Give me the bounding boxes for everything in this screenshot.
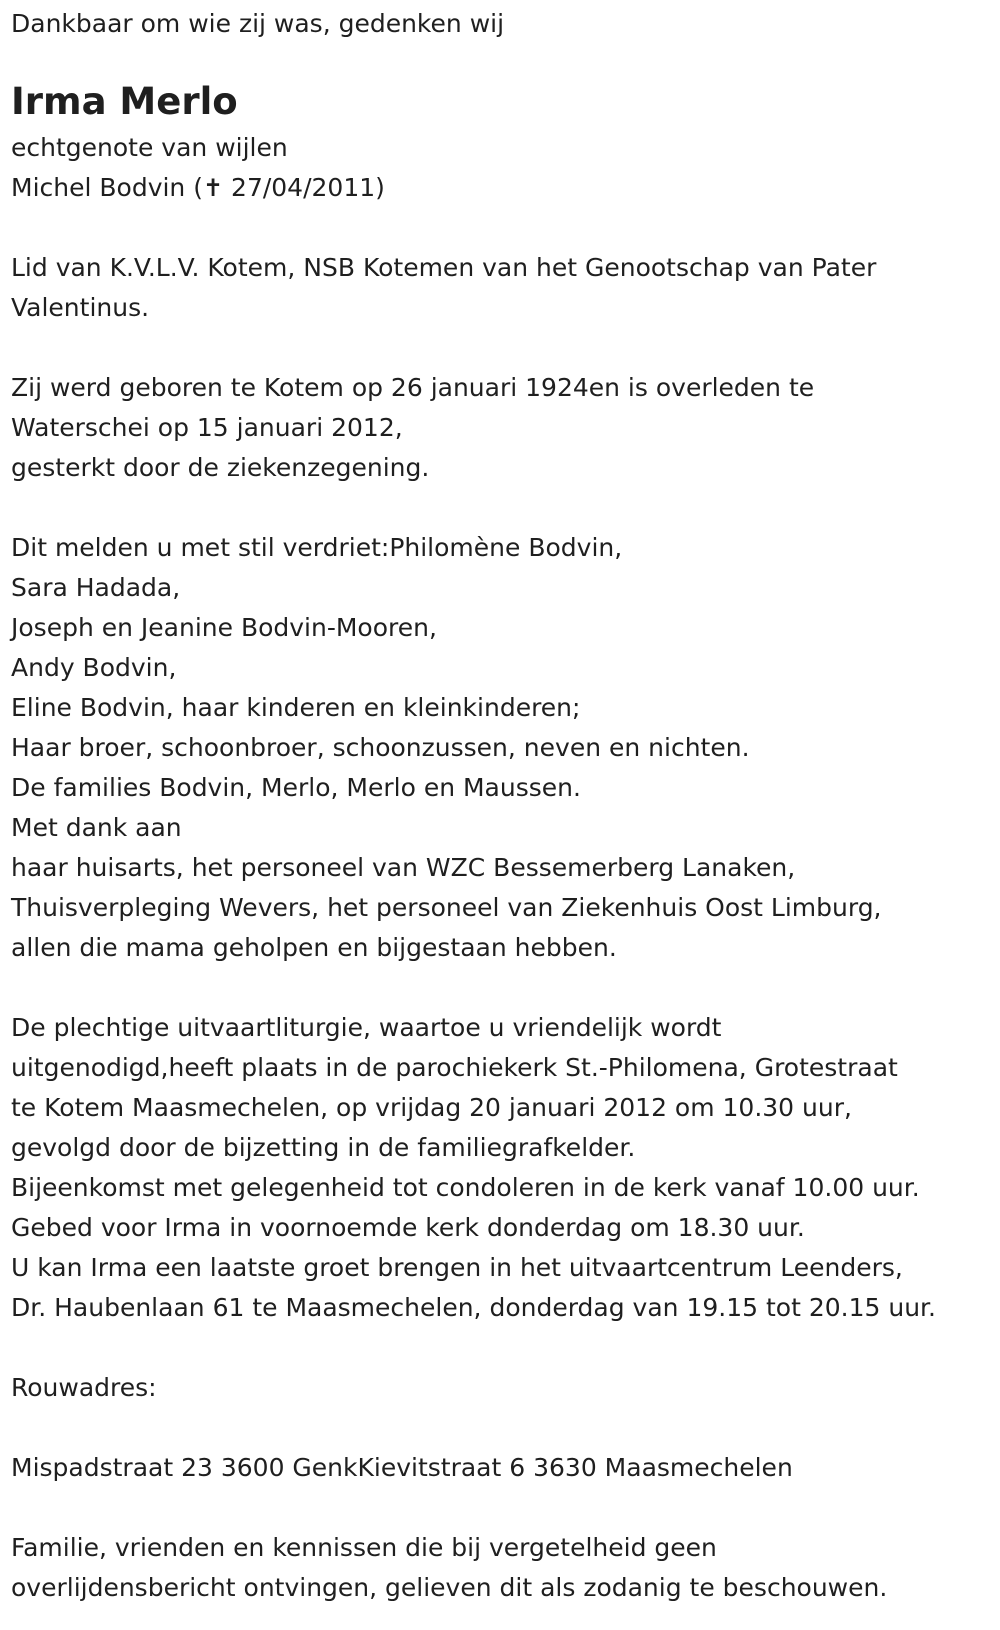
intro-line: Dankbaar om wie zij was, gedenken wij (11, 9, 505, 38)
announcement-paragraph (11, 528, 989, 968)
announcement-line: Dit melden u met stil verdriet:Philomène Bodvin, (11, 533, 623, 562)
birth-death-paragraph (11, 368, 989, 488)
membership-line: Valentinus. (11, 293, 150, 322)
closing-paragraph (11, 1528, 989, 1608)
announcement-line: Haar broer, schoonbroer, schoonzussen, neven en nichten. (11, 733, 750, 762)
birth-death-line: gesterkt door de ziekenzegening. (11, 453, 430, 482)
announcement-line: Sara Hadada, (11, 573, 181, 602)
funeral-line: Gebed voor Irma in voornoemde kerk donderdag om 18.30 uur. (11, 1213, 805, 1242)
membership-line: Lid van K.V.L.V. Kotem, NSB Kotemen van het Genootschap van Pater (11, 253, 877, 282)
funeral-line: te Kotem Maasmechelen, op vrijdag 20 januari 2012 om 10.30 uur, (11, 1093, 852, 1122)
funeral-line: Dr. Haubenlaan 61 te Maasmechelen, donderdag van 19.15 tot 20.15 uur. (11, 1293, 936, 1322)
announcement-line: Joseph en Jeanine Bodvin-Mooren, (11, 613, 437, 642)
announcement-line: De families Bodvin, Merlo, Merlo en Maussen. (11, 773, 581, 802)
announcement-line: Met dank aan (11, 813, 182, 842)
announcement-line: haar huisarts, het personeel van WZC Bessemerberg Lanaken, (11, 853, 796, 882)
relation-line: echtgenote van wijlen (11, 133, 288, 162)
spouse-name: Michel Bodvin ( (11, 173, 203, 202)
deceased-name: Irma Merlo (11, 80, 238, 123)
spacer (11, 1408, 989, 1448)
spacer (11, 208, 989, 248)
spacer (11, 488, 989, 528)
funeral-line: U kan Irma een laatste groet brengen in het uitvaartcentrum Leenders, (11, 1253, 903, 1282)
birth-death-line: Waterschei op 15 januari 2012, (11, 413, 403, 442)
spacer (11, 1488, 989, 1528)
announcement-line: Andy Bodvin, (11, 653, 177, 682)
funeral-line: Bijeenkomst met gelegenheid tot condoleren in de kerk vanaf 10.00 uur. (11, 1173, 920, 1202)
funeral-line: uitgenodigd,heeft plaats in de parochiekerk St.-Philomena, Grotestraat (11, 1053, 898, 1082)
funeral-line: De plechtige uitvaartliturgie, waartoe u vriendelijk wordt (11, 1013, 722, 1042)
membership-paragraph (11, 248, 989, 328)
spacer (11, 968, 989, 1008)
announcement-line: allen die mama geholpen en bijgestaan hebben. (11, 933, 617, 962)
mourning-address: Mispadstraat 23 3600 GenkKievitstraat 6 3630 Maasmechelen (11, 1453, 793, 1482)
funeral-paragraph (11, 1008, 989, 1328)
mourning-address-label: Rouwadres: (11, 1373, 157, 1402)
cross-icon: ✝ (202, 174, 224, 202)
spacer (11, 1328, 989, 1368)
spouse-line (11, 168, 989, 208)
spouse-death-date: 27/04/2011) (223, 173, 385, 202)
birth-death-line: Zij werd geboren te Kotem op 26 januari 1924en is overleden te (11, 373, 815, 402)
announcement-line: Eline Bodvin, haar kinderen en kleinkinderen; (11, 693, 581, 722)
spacer (11, 328, 989, 368)
funeral-line: gevolgd door de bijzetting in de familiegrafkelder. (11, 1133, 636, 1162)
announcement-line: Thuisverpleging Wevers, het personeel van Ziekenhuis Oost Limburg, (11, 893, 882, 922)
closing-line: Familie, vrienden en kennissen die bij vergetelheid geen (11, 1533, 717, 1562)
closing-line: overlijdensbericht ontvingen, gelieven dit als zodanig te beschouwen. (11, 1573, 888, 1602)
